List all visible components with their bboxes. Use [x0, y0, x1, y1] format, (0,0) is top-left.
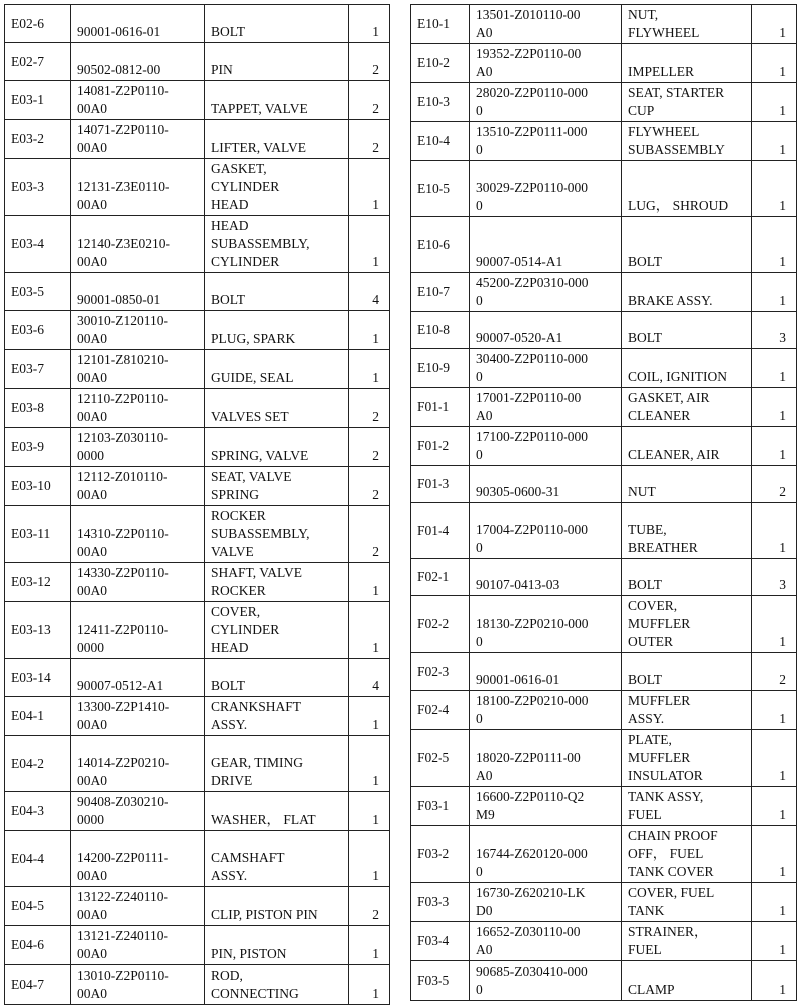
table-row [411, 427, 797, 466]
description-cell: SEAT, VALVE SPRING [205, 467, 349, 506]
quantity-cell: 1 [752, 922, 797, 961]
table-row [411, 388, 797, 427]
quantity-cell: 3 [752, 312, 797, 349]
description-cell: ROD, CONNECTING [205, 965, 349, 1005]
quantity-cell: 2 [349, 81, 390, 120]
quantity-cell: 2 [349, 428, 390, 467]
part-number-cell: 14014-Z2P0210- 00A0 [71, 736, 205, 792]
ref-number-cell: E03-11 [5, 506, 71, 563]
quantity-cell: 2 [349, 43, 390, 81]
quantity-cell: 1 [752, 961, 797, 1001]
description-cell: CHAIN PROOF OFF， FUEL TANK COVER [622, 826, 752, 883]
table-row [411, 83, 797, 122]
part-number-cell: 18100-Z2P0210-000 0 [470, 691, 622, 730]
description-cell: SPRING, VALVE [205, 428, 349, 467]
ref-number-cell: F01-3 [411, 466, 470, 503]
description-cell: PLUG, SPARK [205, 311, 349, 350]
ref-number-cell: F02-5 [411, 730, 470, 787]
ref-number-cell: F02-3 [411, 653, 470, 691]
description-cell: GASKET, CYLINDER HEAD [205, 159, 349, 216]
quantity-cell: 1 [752, 122, 797, 161]
table-row [411, 922, 797, 961]
part-number-cell: 12110-Z2P0110- 00A0 [71, 389, 205, 428]
description-cell: VALVES SET [205, 389, 349, 428]
part-number-cell: 16744-Z620120-000 0 [470, 826, 622, 883]
description-cell: CLAMP [622, 961, 752, 1001]
ref-number-cell: E03-10 [5, 467, 71, 506]
part-number-cell: 13501-Z010110-00 A0 [470, 5, 622, 44]
part-number-cell: 18130-Z2P0210-000 0 [470, 596, 622, 653]
description-cell: BOLT [205, 5, 349, 43]
ref-number-cell: E10-3 [411, 83, 470, 122]
table-row [411, 122, 797, 161]
description-cell: COIL, IGNITION [622, 349, 752, 388]
quantity-cell: 1 [349, 736, 390, 792]
description-cell: STRAINER， FUEL [622, 922, 752, 961]
ref-number-cell: E04-2 [5, 736, 71, 792]
ref-number-cell: E02-6 [5, 5, 71, 43]
quantity-cell: 1 [752, 388, 797, 427]
table-row [5, 273, 390, 311]
description-cell: TUBE, BREATHER [622, 503, 752, 559]
description-cell: MUFFLER ASSY. [622, 691, 752, 730]
description-cell: ROCKER SUBASSEMBLY, VALVE [205, 506, 349, 563]
part-number-cell: 14310-Z2P0110- 00A0 [71, 506, 205, 563]
description-cell: BOLT [205, 659, 349, 697]
part-number-cell: 28020-Z2P0110-000 0 [470, 83, 622, 122]
table-row [411, 161, 797, 217]
part-number-cell: 12411-Z2P0110- 0000 [71, 602, 205, 659]
table-row [5, 428, 390, 467]
table-row [5, 602, 390, 659]
quantity-cell: 1 [752, 83, 797, 122]
quantity-cell: 1 [752, 596, 797, 653]
description-cell: HEAD SUBASSEMBLY, CYLINDER [205, 216, 349, 273]
table-row [411, 596, 797, 653]
table-row [411, 559, 797, 596]
table-row [411, 312, 797, 349]
table-row [411, 961, 797, 1001]
description-cell: TAPPET, VALVE [205, 81, 349, 120]
ref-number-cell: E10-7 [411, 273, 470, 312]
description-cell: FLYWHEEL SUBASSEMBLY [622, 122, 752, 161]
ref-number-cell: F02-1 [411, 559, 470, 596]
ref-number-cell: E03-4 [5, 216, 71, 273]
description-cell: COVER, CYLINDER HEAD [205, 602, 349, 659]
description-cell: SEAT, STARTER CUP [622, 83, 752, 122]
part-number-cell: 19352-Z2P0110-00 A0 [470, 44, 622, 83]
description-cell: BOLT [622, 653, 752, 691]
part-number-cell: 90408-Z030210- 0000 [71, 792, 205, 831]
table-row [411, 883, 797, 922]
description-cell: BOLT [622, 559, 752, 596]
ref-number-cell: E02-7 [5, 43, 71, 81]
quantity-cell: 1 [752, 161, 797, 217]
description-cell: COVER, FUEL TANK [622, 883, 752, 922]
description-cell: NUT [622, 466, 752, 503]
part-number-cell: 13010-Z2P0110- 00A0 [71, 965, 205, 1005]
ref-number-cell: E10-1 [411, 5, 470, 44]
part-number-cell: 90007-0512-A1 [71, 659, 205, 697]
table-row [411, 217, 797, 273]
table-row [5, 159, 390, 216]
table-row [5, 311, 390, 350]
ref-number-cell: E04-3 [5, 792, 71, 831]
description-cell: TANK ASSY, FUEL [622, 787, 752, 826]
part-number-cell: 16730-Z620210-LK D0 [470, 883, 622, 922]
quantity-cell: 2 [752, 653, 797, 691]
quantity-cell: 1 [752, 273, 797, 312]
quantity-cell: 4 [349, 273, 390, 311]
parts-table-right [410, 4, 797, 1001]
quantity-cell: 1 [349, 697, 390, 736]
quantity-cell: 1 [349, 216, 390, 273]
description-cell: LIFTER, VALVE [205, 120, 349, 159]
table-row [411, 273, 797, 312]
ref-number-cell: E03-13 [5, 602, 71, 659]
quantity-cell: 2 [349, 389, 390, 428]
ref-number-cell: F03-5 [411, 961, 470, 1001]
part-number-cell: 90305-0600-31 [470, 466, 622, 503]
quantity-cell: 1 [349, 563, 390, 602]
description-cell: BOLT [622, 312, 752, 349]
table-row [5, 216, 390, 273]
part-number-cell: 14200-Z2P0111- 00A0 [71, 831, 205, 887]
quantity-cell: 1 [349, 5, 390, 43]
ref-number-cell: E03-6 [5, 311, 71, 350]
quantity-cell: 1 [752, 503, 797, 559]
ref-number-cell: E03-7 [5, 350, 71, 389]
part-number-cell: 90001-0616-01 [470, 653, 622, 691]
part-number-cell: 90007-0514-A1 [470, 217, 622, 273]
part-number-cell: 16652-Z030110-00 A0 [470, 922, 622, 961]
ref-number-cell: F01-2 [411, 427, 470, 466]
quantity-cell: 1 [752, 349, 797, 388]
part-number-cell: 12131-Z3E0110- 00A0 [71, 159, 205, 216]
ref-number-cell: E10-5 [411, 161, 470, 217]
part-number-cell: 17004-Z2P0110-000 0 [470, 503, 622, 559]
ref-number-cell: E10-8 [411, 312, 470, 349]
table-row [411, 5, 797, 44]
part-number-cell: 30029-Z2P0110-000 0 [470, 161, 622, 217]
ref-number-cell: F01-4 [411, 503, 470, 559]
part-number-cell: 30010-Z120110- 00A0 [71, 311, 205, 350]
quantity-cell: 1 [349, 602, 390, 659]
description-cell: NUT, FLYWHEEL [622, 5, 752, 44]
quantity-cell: 4 [349, 659, 390, 697]
quantity-cell: 1 [752, 730, 797, 787]
description-cell: LUG， SHROUD [622, 161, 752, 217]
description-cell: IMPELLER [622, 44, 752, 83]
ref-number-cell: F02-4 [411, 691, 470, 730]
ref-number-cell: E03-14 [5, 659, 71, 697]
table-row [5, 887, 390, 926]
ref-number-cell: E10-2 [411, 44, 470, 83]
quantity-cell: 2 [349, 887, 390, 926]
part-number-cell: 90001-0850-01 [71, 273, 205, 311]
part-number-cell: 12103-Z030110- 0000 [71, 428, 205, 467]
table-row [5, 926, 390, 965]
description-cell: CLIP, PISTON PIN [205, 887, 349, 926]
ref-number-cell: E03-1 [5, 81, 71, 120]
description-cell: CRANKSHAFT ASSY. [205, 697, 349, 736]
quantity-cell: 1 [349, 965, 390, 1005]
quantity-cell: 2 [349, 506, 390, 563]
quantity-cell: 1 [752, 217, 797, 273]
ref-number-cell: F03-1 [411, 787, 470, 826]
part-number-cell: 14071-Z2P0110- 00A0 [71, 120, 205, 159]
description-cell: PIN, PISTON [205, 926, 349, 965]
part-number-cell: 12112-Z010110- 00A0 [71, 467, 205, 506]
quantity-cell: 1 [752, 427, 797, 466]
part-number-cell: 13300-Z2P1410- 00A0 [71, 697, 205, 736]
part-number-cell: 12140-Z3E0210- 00A0 [71, 216, 205, 273]
table-row [411, 826, 797, 883]
part-number-cell: 13510-Z2P0111-000 0 [470, 122, 622, 161]
table-row [5, 350, 390, 389]
table-row [411, 730, 797, 787]
table-row [5, 5, 390, 43]
ref-number-cell: E10-9 [411, 349, 470, 388]
table-row [411, 44, 797, 83]
part-number-cell: 18020-Z2P0111-00 A0 [470, 730, 622, 787]
quantity-cell: 2 [752, 466, 797, 503]
quantity-cell: 1 [349, 311, 390, 350]
quantity-cell: 1 [349, 159, 390, 216]
table-row [411, 691, 797, 730]
description-cell: SHAFT, VALVE ROCKER [205, 563, 349, 602]
part-number-cell: 16600-Z2P0110-Q2 M9 [470, 787, 622, 826]
part-number-cell: 90007-0520-A1 [470, 312, 622, 349]
part-number-cell: 13121-Z240110- 00A0 [71, 926, 205, 965]
description-cell: WASHER， FLAT [205, 792, 349, 831]
ref-number-cell: E04-6 [5, 926, 71, 965]
table-row [411, 653, 797, 691]
description-cell: BOLT [205, 273, 349, 311]
part-number-cell: 17001-Z2P0110-00 A0 [470, 388, 622, 427]
description-cell: BRAKE ASSY. [622, 273, 752, 312]
table-row [5, 831, 390, 887]
description-cell: GUIDE, SEAL [205, 350, 349, 389]
part-number-cell: 12101-Z810210- 00A0 [71, 350, 205, 389]
part-number-cell: 30400-Z2P0110-000 0 [470, 349, 622, 388]
table-row [5, 736, 390, 792]
parts-table-left [4, 4, 390, 1005]
part-number-cell: 14081-Z2P0110- 00A0 [71, 81, 205, 120]
part-number-cell: 90001-0616-01 [71, 5, 205, 43]
quantity-cell: 1 [349, 926, 390, 965]
ref-number-cell: E10-6 [411, 217, 470, 273]
description-cell: GASKET, AIR CLEANER [622, 388, 752, 427]
quantity-cell: 1 [752, 44, 797, 83]
ref-number-cell: E04-4 [5, 831, 71, 887]
quantity-cell: 1 [752, 691, 797, 730]
description-cell: PIN [205, 43, 349, 81]
ref-number-cell: E03-2 [5, 120, 71, 159]
part-number-cell: 90685-Z030410-000 0 [470, 961, 622, 1001]
quantity-cell: 1 [752, 826, 797, 883]
quantity-cell: 1 [349, 350, 390, 389]
ref-number-cell: E03-8 [5, 389, 71, 428]
description-cell: GEAR, TIMING DRIVE [205, 736, 349, 792]
part-number-cell: 90107-0413-03 [470, 559, 622, 596]
quantity-cell: 2 [349, 467, 390, 506]
description-cell: CLEANER, AIR [622, 427, 752, 466]
table-row [411, 349, 797, 388]
table-row [5, 43, 390, 81]
ref-number-cell: F03-2 [411, 826, 470, 883]
part-number-cell: 90502-0812-00 [71, 43, 205, 81]
description-cell: COVER, MUFFLER OUTER [622, 596, 752, 653]
table-row [411, 466, 797, 503]
part-number-cell: 13122-Z240110- 00A0 [71, 887, 205, 926]
part-number-cell: 14330-Z2P0110- 00A0 [71, 563, 205, 602]
table-row [5, 563, 390, 602]
table-row [5, 659, 390, 697]
ref-number-cell: F03-4 [411, 922, 470, 961]
ref-number-cell: E04-5 [5, 887, 71, 926]
quantity-cell: 1 [349, 831, 390, 887]
quantity-cell: 1 [752, 883, 797, 922]
quantity-cell: 1 [349, 792, 390, 831]
table-row [5, 792, 390, 831]
description-cell: CAMSHAFT ASSY. [205, 831, 349, 887]
quantity-cell: 3 [752, 559, 797, 596]
ref-number-cell: E03-5 [5, 273, 71, 311]
table-row [5, 81, 390, 120]
table-row [5, 506, 390, 563]
ref-number-cell: E03-12 [5, 563, 71, 602]
ref-number-cell: E04-1 [5, 697, 71, 736]
ref-number-cell: E10-4 [411, 122, 470, 161]
part-number-cell: 17100-Z2P0110-000 0 [470, 427, 622, 466]
ref-number-cell: F03-3 [411, 883, 470, 922]
quantity-cell: 2 [349, 120, 390, 159]
quantity-cell: 1 [752, 5, 797, 44]
ref-number-cell: F01-1 [411, 388, 470, 427]
quantity-cell: 1 [752, 787, 797, 826]
part-number-cell: 45200-Z2P0310-000 0 [470, 273, 622, 312]
table-row [411, 503, 797, 559]
ref-number-cell: E03-3 [5, 159, 71, 216]
table-row [5, 697, 390, 736]
description-cell: BOLT [622, 217, 752, 273]
ref-number-cell: E04-7 [5, 965, 71, 1005]
description-cell: PLATE, MUFFLER INSULATOR [622, 730, 752, 787]
table-row [5, 120, 390, 159]
table-row [5, 467, 390, 506]
ref-number-cell: E03-9 [5, 428, 71, 467]
table-row [411, 787, 797, 826]
table-row [5, 389, 390, 428]
ref-number-cell: F02-2 [411, 596, 470, 653]
